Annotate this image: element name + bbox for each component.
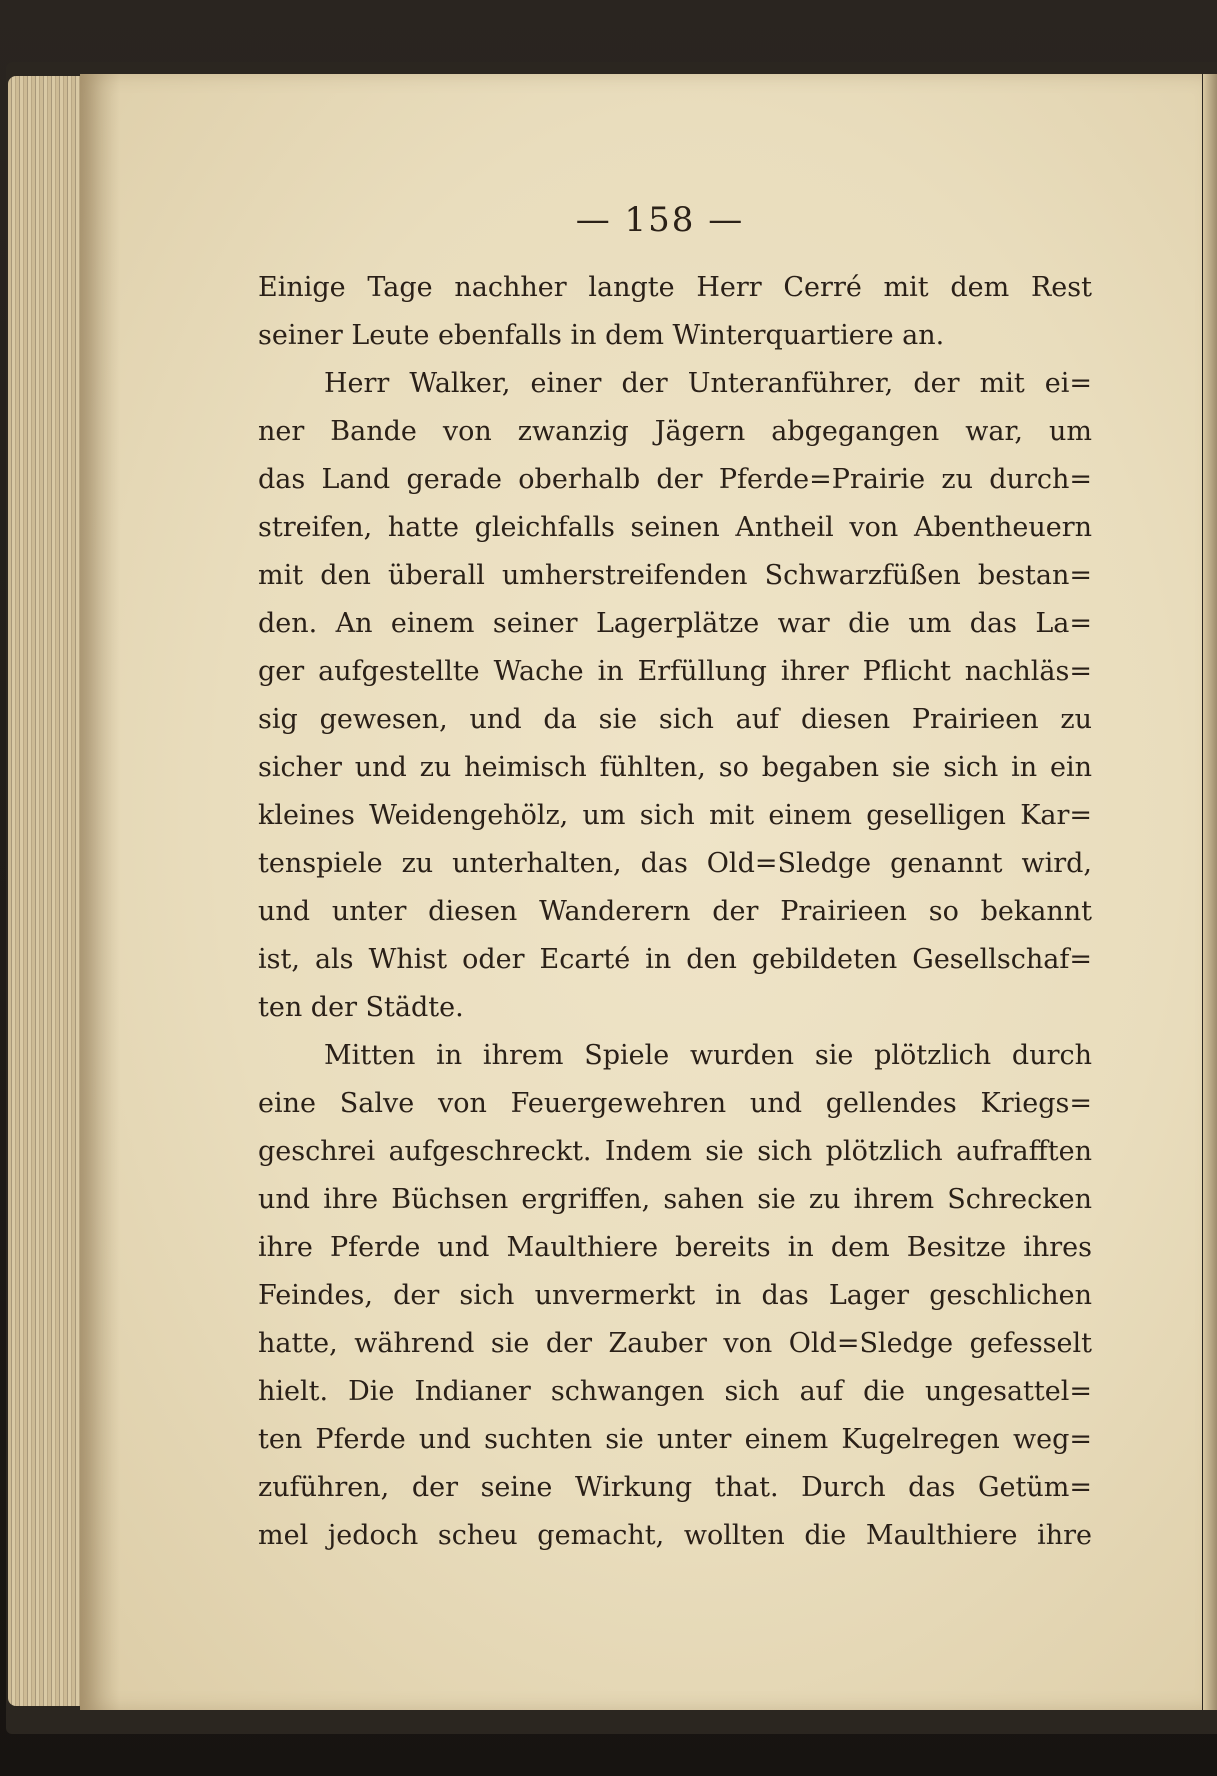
text-line: und unter diesen Wanderern der Prairieen so bekannt bbox=[258, 896, 1092, 927]
text-line: kleines Weidengehölz, um sich mit einem geselligen Kar= bbox=[258, 800, 1092, 831]
text-line: den. An einem seiner Lagerplätze war die um das La= bbox=[258, 608, 1092, 639]
text-line: mel jedoch scheu gemacht, wollten die Maulthiere ihre bbox=[258, 1520, 1092, 1551]
text-line: ist, als Whist oder Ecarté in den gebildeten Gesellschaf= bbox=[258, 944, 1092, 975]
text-line: streifen, hatte gleichfalls seinen Antheil von Abentheuern bbox=[258, 512, 1092, 543]
body-text bbox=[258, 264, 1092, 1560]
page-number: — 158 — bbox=[575, 200, 745, 240]
text-line: hatte, während sie der Zauber von Old=Sledge gefesselt bbox=[258, 1328, 1092, 1359]
text-line: und ihre Büchsen ergriffen, sahen sie zu ihrem Schrecken bbox=[258, 1184, 1092, 1215]
text-line: seiner Leute ebenfalls in dem Winterquartiere an. bbox=[258, 320, 945, 351]
text-line: geschrei aufgeschreckt. Indem sie sich plötzlich aufrafften bbox=[258, 1136, 1092, 1167]
text-line: ten Pferde und suchten sie unter einem Kugelregen weg= bbox=[258, 1424, 1092, 1455]
text-line: Einige Tage nachher langte Herr Cerré mit dem Rest bbox=[258, 272, 1092, 303]
text-line: Feindes, der sich unvermerkt in das Lager geschlichen bbox=[258, 1280, 1092, 1311]
text-line: sig gewesen, und da sie sich auf diesen Prairieen zu bbox=[258, 704, 1092, 735]
text-line: ten der Städte. bbox=[258, 992, 464, 1023]
next-page-edge bbox=[1203, 74, 1217, 1710]
text-line: ner Bande von zwanzig Jägern abgegangen war, um bbox=[258, 416, 1092, 447]
gutter-shadow bbox=[80, 74, 120, 1710]
page-edges bbox=[8, 76, 88, 1706]
text-line: mit den überall umherstreifenden Schwarzfüßen bestan= bbox=[258, 560, 1092, 591]
text-line: ihre Pferde und Maulthiere bereits in dem Besitze ihres bbox=[258, 1232, 1092, 1263]
text-line: Mitten in ihrem Spiele wurden sie plötzlich durch bbox=[324, 1040, 1092, 1071]
text-line: das Land gerade oberhalb der Pferde=Prairie zu durch= bbox=[258, 464, 1092, 495]
text-line: Herr Walker, einer der Unteranführer, der mit ei= bbox=[324, 368, 1092, 399]
text-line: hielt. Die Indianer schwangen sich auf die ungesattel= bbox=[258, 1376, 1092, 1407]
text-line: sicher und zu heimisch fühlten, so begaben sie sich in ein bbox=[258, 752, 1092, 783]
text-line: zuführen, der seine Wirkung that. Durch das Getüm= bbox=[258, 1472, 1092, 1503]
text-line: eine Salve von Feuergewehren und gellendes Kriegs= bbox=[258, 1088, 1092, 1119]
text-line: ger aufgestellte Wache in Erfüllung ihrer Pflicht nachläs= bbox=[258, 656, 1092, 687]
text-line: tenspiele zu unterhalten, das Old=Sledge genannt wird, bbox=[258, 848, 1092, 879]
